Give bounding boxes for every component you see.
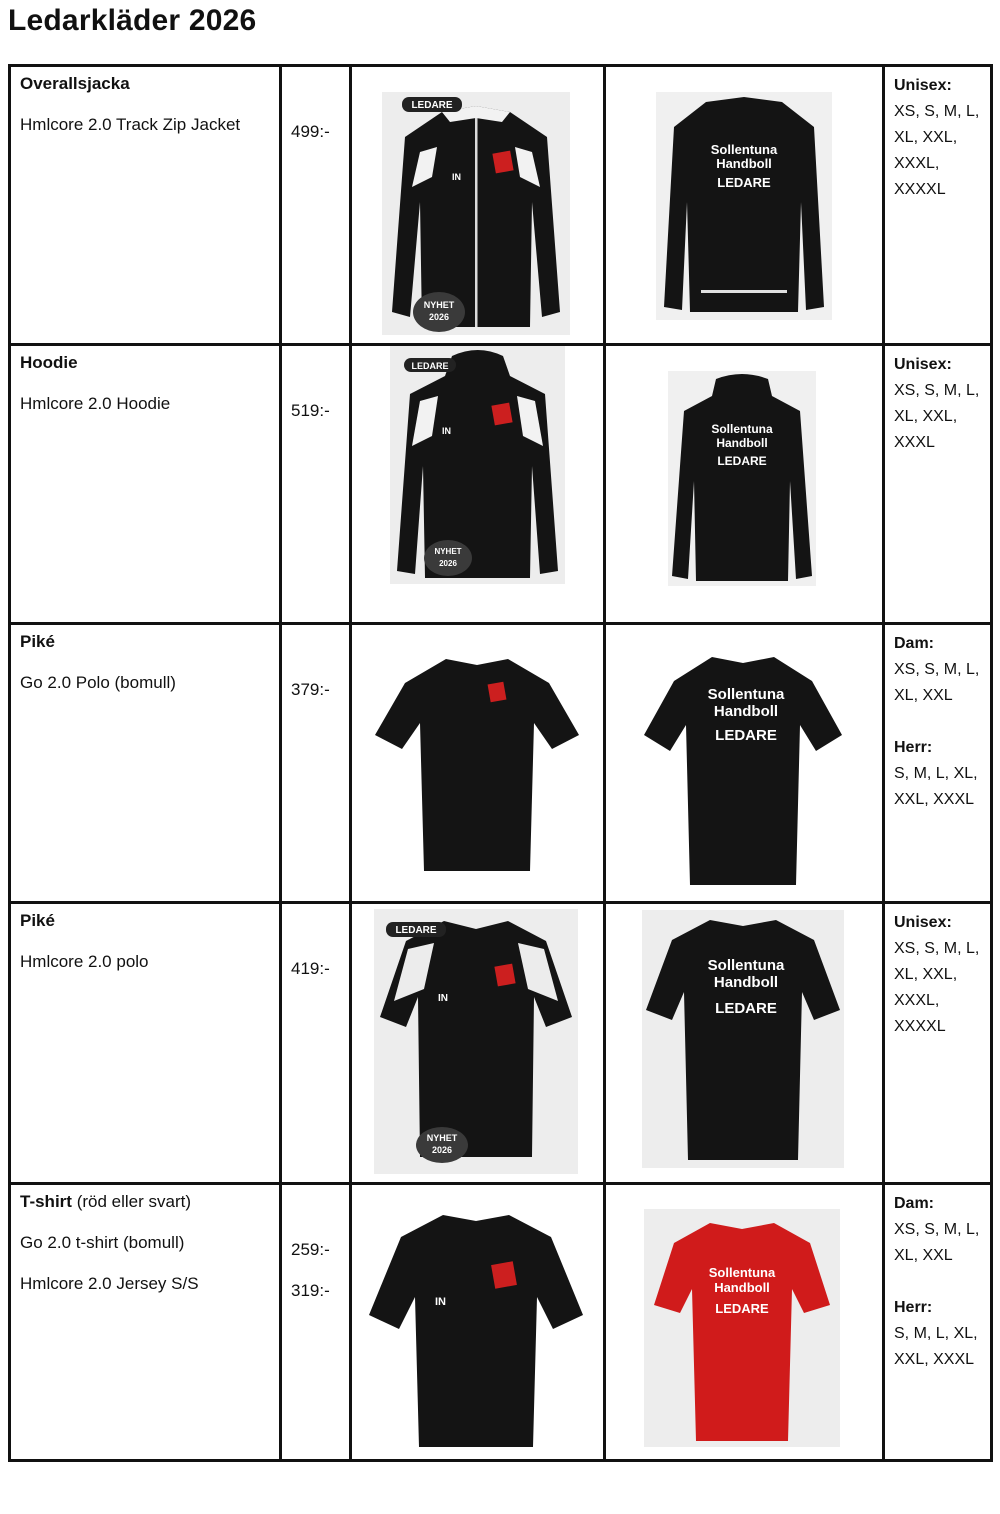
polo-front-image [374, 653, 580, 875]
table-row [10, 624, 992, 903]
item-name-text: T-shirt [20, 1192, 72, 1211]
tshirt-front-image [367, 1207, 585, 1452]
size-values: S, M, L, XL, XXL, XXXL [894, 765, 978, 808]
initials-text: IN [438, 993, 448, 1004]
back-print-line1: Sollentuna [711, 422, 773, 436]
item-price: 259:- [291, 1240, 330, 1259]
back-print-line2: Handboll [713, 974, 779, 991]
hmlcore-polo-back-image [642, 910, 844, 1168]
back-print-line2: Handboll [714, 1280, 770, 1295]
item-model: Go 2.0 Polo (bomull) [20, 673, 176, 692]
size-values: XS, S, M, L, XL, XXL [894, 1221, 980, 1264]
page-title: Ledarkläder 2026 [8, 4, 257, 37]
badge-ledare-text: LEDARE [411, 361, 449, 371]
back-print-line3: LEDARE [715, 1301, 769, 1316]
table-row [10, 1184, 992, 1461]
item-model: Hmlcore 2.0 Hoodie [20, 394, 171, 413]
item-price: 319:- [291, 1281, 330, 1300]
table-row [10, 903, 992, 1184]
size-values: XS, S, M, L, XL, XXL, XXXL, XXXXL [894, 103, 980, 198]
badge-nyhet-text: NYHET [434, 547, 462, 556]
back-print-line3: LEDARE [717, 454, 767, 468]
jacket-front-image [382, 92, 570, 335]
badge-ledare-text: LEDARE [411, 100, 453, 111]
size-heading: Dam: [894, 1195, 935, 1212]
item-model: Hmlcore 2.0 Track Zip Jacket [20, 115, 241, 134]
item-price: 379:- [291, 680, 330, 699]
item-name [20, 1192, 279, 1212]
badge-nyhet-text: NYHET [426, 1133, 458, 1143]
badge-year-text: 2026 [431, 1145, 453, 1155]
back-print-line3: LEDARE [715, 727, 777, 744]
badge-nyhet-text: NYHET [423, 300, 455, 310]
item-model: Hmlcore 2.0 Jersey S/S [20, 1274, 199, 1293]
item-model: Go 2.0 t-shirt (bomull) [20, 1233, 185, 1252]
size-values: XS, S, M, L, XL, XXL [894, 661, 980, 704]
hoodie-back-image [668, 371, 816, 586]
badge-ledare-text: LEDARE [395, 925, 437, 936]
hoodie-front-image [390, 346, 565, 584]
badge-year-text: 2026 [439, 559, 457, 568]
badge-year-text: 2026 [428, 312, 450, 322]
size-heading: Unisex: [894, 77, 952, 94]
back-print-line1: Sollentuna [707, 957, 785, 974]
back-print-line2: Handboll [716, 156, 772, 171]
back-print-line3: LEDARE [715, 1000, 777, 1017]
size-heading: Dam: [894, 635, 935, 652]
back-print-line3: LEDARE [717, 175, 771, 190]
back-print-line1: Sollentuna [710, 142, 778, 157]
table-row [10, 345, 992, 624]
item-name: Hoodie [20, 353, 78, 372]
item-price: 499:- [291, 122, 330, 141]
initials-text: IN [452, 172, 461, 182]
jacket-back-image [656, 92, 832, 320]
item-name: Overallsjacka [20, 74, 130, 93]
hmlcore-polo-front-image [374, 909, 578, 1174]
item-name: Piké [20, 911, 55, 930]
size-heading: Unisex: [894, 356, 952, 373]
tshirt-back-red-image [644, 1209, 840, 1447]
initials-text: IN [435, 1296, 446, 1308]
back-print-line2: Handboll [713, 703, 779, 720]
table-row [10, 66, 992, 345]
polo-back-image [642, 653, 844, 889]
size-values: XS, S, M, L, XL, XXL, XXXL [894, 382, 980, 451]
size-heading: Herr: [894, 739, 933, 756]
item-price: 419:- [291, 959, 330, 978]
item-price: 519:- [291, 401, 330, 420]
item-name-note: (röd eller svart) [76, 1192, 191, 1211]
item-name: Piké [20, 632, 55, 651]
size-heading: Unisex: [894, 914, 952, 931]
size-heading: Herr: [894, 1299, 933, 1316]
back-print-line2: Handboll [716, 436, 768, 450]
clothing-table [8, 64, 993, 1462]
initials-text: IN [442, 426, 451, 436]
back-print-line1: Sollentuna [707, 686, 785, 703]
size-values: S, M, L, XL, XXL, XXXL [894, 1325, 978, 1368]
size-values: XS, S, M, L, XL, XXL, XXXL, XXXXL [894, 940, 980, 1035]
back-print-line1: Sollentuna [708, 1265, 776, 1280]
item-model: Hmlcore 2.0 polo [20, 952, 149, 971]
